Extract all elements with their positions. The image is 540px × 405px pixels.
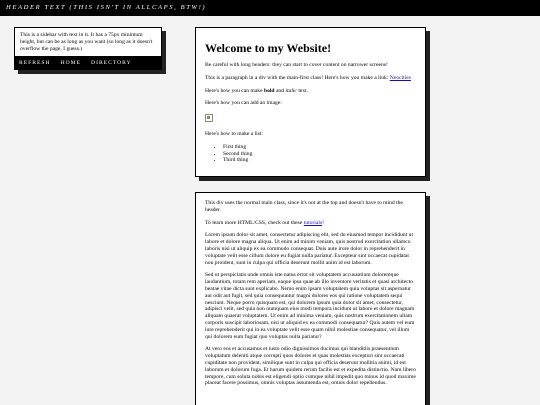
neocities-link[interactable]: Neocities (389, 74, 411, 81)
list-item: • Second thing (223, 151, 416, 158)
learn-suffix: ! (322, 219, 324, 226)
header-text: HEADER TEXT (THIS ISN'T IN ALLCAPS, BTW!) (6, 4, 207, 11)
sidebar-text: This is a sidebar with text in it. It has a 75px minimum height, but can be as long as you want (so long as it doesn't overflow the page, I guess.) (20, 32, 153, 52)
main-box (195, 192, 426, 405)
bold-word: bold (263, 87, 275, 94)
broken-image-icon (205, 114, 213, 122)
main-first-box (195, 27, 426, 177)
image-paragraph: Here's how you can add an image: (205, 100, 282, 107)
lorem-paragraph-1: Lorem ipsum dolor sit amet, consectetur adipiscing elit, sed do eiusmod tempor incididunt ut labore et dolore magna aliqua. Ut enim ad minim veniam, quis nostrud exercitation ullamco laboris nisi ut aliquip ex ea commodo consequat. Duis aute irure dolor in reprehenderit in voluptate velit esse cillum dolore eu fugiat nulla pariatur. Excepteur sint occaecat cupidatat non proident, sunt in culpa qui officia deserunt mollit anim id est laborum. (205, 232, 414, 266)
header-bar (0, 0, 540, 16)
nav-refresh-link[interactable]: REFRESH (19, 59, 51, 66)
link-paragraph (205, 75, 416, 82)
list-item: • Third thing (223, 157, 416, 164)
learn-text: To learn more HTML/CSS, check out these (205, 219, 303, 226)
lorem-paragraph-3: At vero eos et accusamus et iusto odio dignissimos ducimus qui blanditiis praesentium voluptatum deleniti atque corrupti quos dolores et quas molestias excepturi sint occaecati cupiditate non provident, similique sunt in culpa qui officia deserunt mollitia animi, id est laborum et dolorum fuga. Et harum quidem rerum facilis est et expedita distinctio. Nam libero tempore, cum soluta nobis est eligendi optio cumque nihil impedit quo minus id quod maxime placeat facere possimus, omnis voluptas assumenda est, omnis dolor repellendus. (205, 346, 416, 387)
sidebar (14, 27, 162, 70)
tutorials-link[interactable]: tutorials (303, 219, 323, 226)
italic-word: italic (285, 87, 297, 94)
intro-paragraph: This div uses the normal main class, since it's not at the top and doesn't have to mind the header. (205, 200, 403, 213)
format-text-mid: and (275, 87, 285, 94)
format-text-prefix: Here's how you can make (205, 87, 263, 94)
format-paragraph (205, 88, 416, 95)
nav-home-link[interactable]: HOME (60, 59, 82, 66)
page-title: Welcome to my Website! (205, 41, 332, 55)
lorem-paragraph-2: Sed ut perspiciatis unde omnis iste natus error sit voluptatem accusantium doloremque laudantium, totam rem aperiam, eaque ipsa quae ab illo inventore veritatis et quasi architecto beatae vitae dicta sunt explicabo. Nemo enim ipsam voluptatem quia voluptas sit aspernatur aut odit aut fugit, sed quia consequuntur magni dolores eos qui ratione voluptatem sequi nesciunt. Neque porro quisquam est, qui dolorem ipsum quia dolor sit amet, consectetur, adipisci velit, sed quia non numquam eius modi tempora incidunt ut labore et dolore magnam aliquam quaerat voluptatem. Ut enim ad minima veniam, quis nostrum exercitationem ullam corporis suscipit laboriosam, nisi ut aliquid ex ea commodi consequatur? Quis autem vel eum iure reprehenderit qui in ea voluptate velit esse quam nihil molestiae consequatur, vel illum qui dolorem eum fugiat quo voluptas nulla pariatur? (205, 272, 415, 340)
list-item: • First thing (223, 144, 416, 151)
sidebar-nav (15, 56, 161, 69)
link-paragraph-text: This is a paragraph in a div with the main-first class! Here's how you make a link: (205, 74, 389, 81)
header-warning-paragraph: Be careful with long headers: they can start to cover content on narrower screens! (205, 62, 388, 68)
list-paragraph: Here's how to make a list: (205, 130, 264, 137)
format-text-suffix: text. (298, 87, 309, 94)
thing-list (205, 144, 416, 164)
learn-paragraph (205, 220, 416, 227)
nav-directory-link[interactable]: DIRECTORY (91, 59, 132, 66)
